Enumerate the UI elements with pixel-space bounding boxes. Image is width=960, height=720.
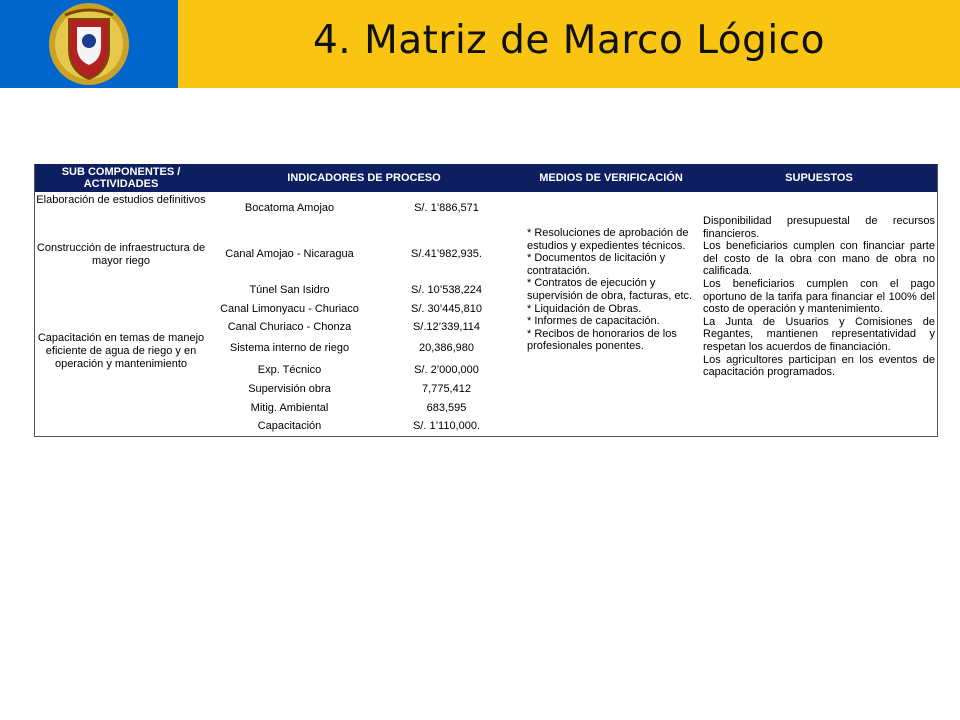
sub-componente-capacitacion: Capacitación en temas de manejo eficiente de agua de riego y en operación y mantenimiento: [37, 332, 205, 370]
page-title: 4. Matriz de Marco Lógico: [312, 18, 826, 63]
indicator-name: Bocatoma Amojao: [244, 202, 335, 214]
supuestos-list: [703, 215, 935, 379]
indicator-name: Túnel San Isidro: [249, 284, 330, 296]
indicator-name: Exp. Técnico: [257, 364, 322, 376]
indicator-value: S/. 1’110,000.: [412, 420, 481, 432]
sub-componente-estudios: Elaboración de estudios definitivos: [36, 194, 206, 206]
medios-verificacion-list: [527, 227, 699, 353]
indicator-value: 20,386,980: [418, 342, 475, 354]
header-supuestos: SUPUESTOS: [785, 172, 853, 184]
medio-item: * Recibos de honorarios de los profesionales ponentes.: [527, 327, 677, 353]
indicator-name: Canal Limonyacu - Churiaco: [220, 303, 359, 315]
indicator-name: Capacitación: [257, 420, 322, 432]
indicator-value: 7,775,412: [422, 383, 471, 395]
sub-componente-construccion: Construcción de infraestructura de mayor riego: [36, 242, 206, 267]
supuesto-item: Disponibilidad presupuestal de recursos financieros.: [703, 215, 935, 240]
medio-item: * Resoluciones de aprobación de estudios y expedientes técnicos.: [527, 227, 689, 252]
indicator-name: Canal Amojao - Nicaragua: [225, 248, 354, 260]
indicator-value: S/. 30’445,810: [411, 303, 482, 315]
supuesto-item: Los beneficiarios cumplen con el pago oportuno de la tarifa para financiar el 100% del costo de operación y mantenimiento.: [703, 277, 935, 316]
indicator-name: Sistema interno de riego: [229, 342, 350, 354]
indicator-name: Supervisión obra: [248, 383, 331, 395]
indicator-value: 683,595: [426, 402, 467, 414]
indicator-value: S/.12’339,114: [412, 321, 481, 333]
indicator-name: Canal Churiaco - Chonza: [227, 321, 352, 333]
indicator-value: S/. 2’000,000: [414, 364, 479, 376]
table-header: [35, 164, 937, 192]
supuesto-item: Los agricultores participan en los eventos de capacitación programados.: [703, 353, 935, 379]
logical-framework-table: [34, 164, 938, 437]
supuesto-item: La Junta de Usuarios y Comisiones de Regantes, mantienen representatividad y respetan los acuerdos de financiación.: [703, 315, 935, 353]
supuesto-item: Los beneficiarios cumplen con financiar parte del costo de la obra con mano de obra no calificada.: [703, 240, 935, 278]
medio-item: * Contratos de ejecución y supervisión de obra, facturas, etc.: [527, 277, 693, 302]
medio-item: * Informes de capacitación.: [527, 315, 660, 328]
indicator-value: S/. 10’538,224: [411, 284, 482, 296]
header-medios: MEDIOS DE VERIFICACIÓN: [539, 172, 683, 184]
medio-item: * Documentos de licitación y contratación.: [527, 252, 666, 277]
logo-box: [0, 0, 178, 88]
indicator-value: S/.41’982,935.: [411, 248, 482, 260]
header-sub-componentes: SUB COMPONENTES / ACTIVIDADES: [61, 166, 181, 190]
indicator-value: S/. 1’886,571: [414, 202, 479, 214]
indicator-name: Mitig. Ambiental: [250, 402, 329, 414]
medio-item: * Liquidación de Obras.: [527, 302, 642, 315]
university-shield-icon: [45, 1, 133, 87]
header-indicadores: INDICADORES DE PROCESO: [287, 172, 441, 184]
